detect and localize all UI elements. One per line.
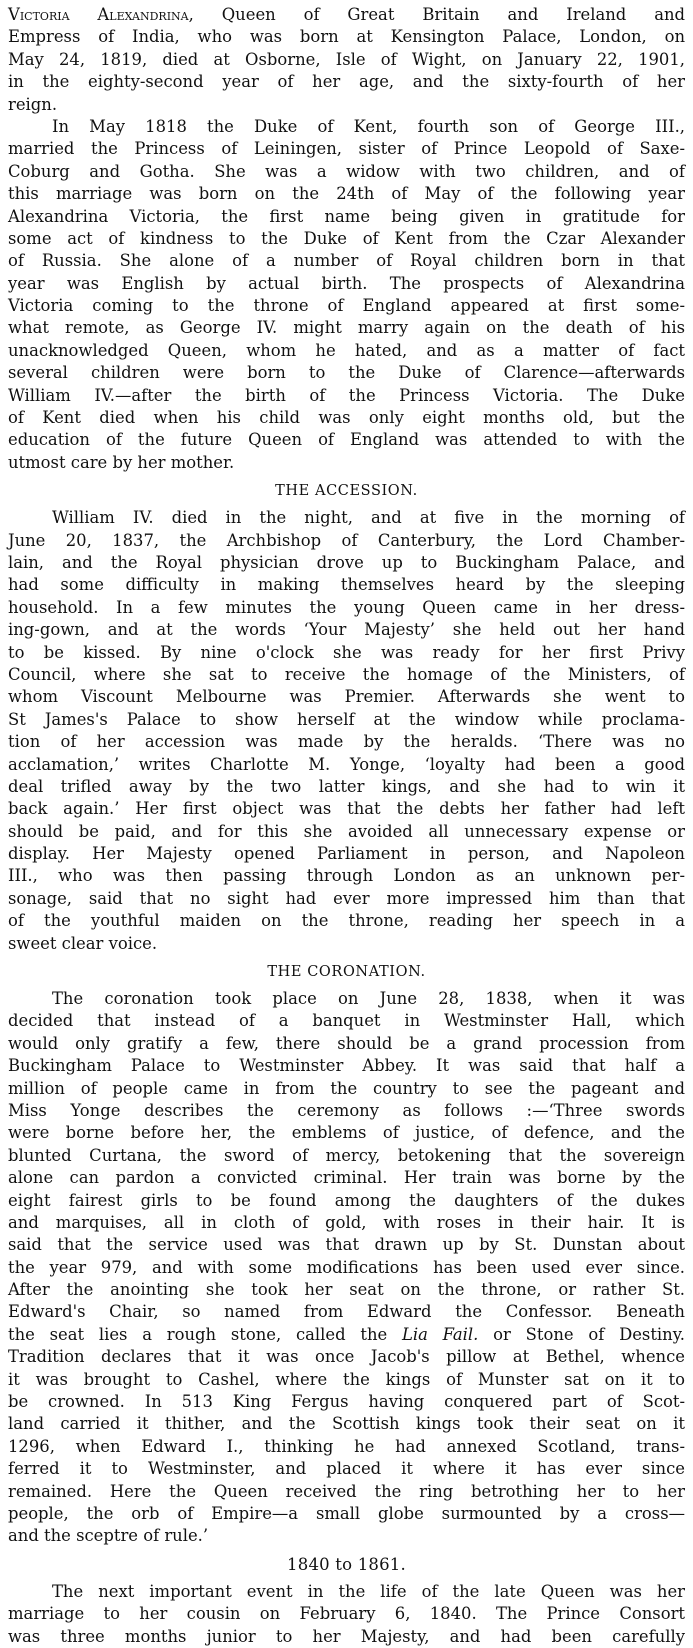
text-line: alone can pardon a convicted criminal. Her train was borne by the xyxy=(8,1168,685,1188)
text-line: decided that instead of a banquet in Westminster Hall, which xyxy=(8,1011,685,1031)
text-line: to be kissed. By nine o'clock she was ready for her first Privy xyxy=(8,642,685,662)
text-line: May 24, 1819, died at Osborne, Isle of Wight, on January 22, 1901, xyxy=(8,49,685,69)
text-line: Empress of India, who was born at Kensington Palace, London, on xyxy=(8,27,685,47)
text-line: remained. Here the Queen received the ring betrothing her to her xyxy=(8,1481,685,1501)
paragraph-coronation xyxy=(8,988,685,1548)
text-line: was three months junior to her Majesty, and had been carefully xyxy=(8,1626,685,1646)
text-line: whom Viscount Melbourne was Premier. Afterwards she went to xyxy=(8,687,685,707)
text-line: June 20, 1837, the Archbishop of Canterbury, the Lord Chamber- xyxy=(8,530,685,550)
text-line: utmost care by her mother. xyxy=(8,452,235,472)
text-line: acclamation,’ writes Charlotte M. Yonge, ‘loyalty had been a good xyxy=(8,754,685,774)
text-line: household. In a few minutes the young Queen came in her dress- xyxy=(8,597,685,617)
intro-paragraph xyxy=(8,4,685,116)
text-line: tion of her accession was made by the heralds. ‘There was no xyxy=(8,732,685,752)
text-line: reign. xyxy=(8,94,58,114)
text-line: ing-gown, and at the words ‘Your Majesty’ she held out her hand xyxy=(8,620,685,640)
text-line: some act of kindness to the Duke of Kent from the Czar Alexander xyxy=(8,228,685,248)
text-line: the seat lies a rough stone, called the Lia Fail. or Stone of Destiny. xyxy=(8,1324,685,1344)
text-line: this marriage was born on the 24th of May of the following year xyxy=(8,184,685,204)
text-line: said that the service used was that drawn up by St. Dunstan about xyxy=(8,1235,685,1255)
text-line: Miss Yonge describes the ceremony as follows :—‘Three swords xyxy=(8,1100,685,1120)
text-line: display. Her Majesty opened Parliament in person, and Napoleon xyxy=(8,844,685,864)
text-line: sweet clear voice. xyxy=(8,933,158,953)
text-line: of Russia. She alone of a number of Royal children born in that xyxy=(8,251,685,271)
text-line: married the Princess of Leiningen, sister of Prince Leopold of Saxe- xyxy=(8,139,685,159)
text-line: After the anointing she took her seat on the throne, or rather St. xyxy=(8,1280,685,1300)
text-line: of the youthful maiden on the throne, reading her speech in a xyxy=(8,911,685,931)
subject-name: Victoria Alexandrina, xyxy=(8,5,194,24)
text-line: back again.’ Her first object was that the debts her father had left xyxy=(8,799,685,819)
text-line: year was English by actual birth. The prospects of Alexandrina xyxy=(8,273,685,293)
text-line: ferred it to Westminster, and placed it where it has ever since xyxy=(8,1459,685,1479)
text-line: Victoria Alexandrina, Queen of Great Britain and Ireland and xyxy=(8,5,686,24)
text-line: eight fairest girls to be found among the daughters of the dukes xyxy=(8,1190,685,1210)
text-line: In May 1818 the Duke of Kent, fourth son of George III., xyxy=(52,116,685,136)
text-line: William IV. died in the night, and at five in the morning of xyxy=(52,508,685,528)
section-heading-1840: 1840 to 1861. xyxy=(287,1554,406,1574)
text-line: would only gratify a few, there should be a grand procession from xyxy=(8,1033,685,1053)
text-line: of Kent died when his child was only eight months old, but the xyxy=(8,408,685,428)
text-line: unacknowledged Queen, whom he hated, and as a matter of fact xyxy=(8,340,685,360)
text-line: The coronation took place on June 28, 1838, when it was xyxy=(52,989,685,1009)
text-line: III., who was then passing through London as an unknown per- xyxy=(8,866,685,886)
section-heading-accession: THE ACCESSION. xyxy=(275,483,418,500)
text-line: people, the orb of Empire—a small globe surmounted by a cross— xyxy=(8,1504,685,1523)
text-line: Victoria coming to the throne of England appeared at first some- xyxy=(8,296,685,316)
text-line: William IV.—after the birth of the Princess Victoria. The Duke xyxy=(8,385,685,405)
text-line: be crowned. In 513 King Fergus having conquered part of Scot- xyxy=(8,1392,685,1412)
text-line: and the sceptre of rule.’ xyxy=(8,1526,209,1546)
text-line: Alexandrina Victoria, the first name being given in gratitude for xyxy=(8,206,685,226)
text-line: deal trifled away by the two latter kings, and she had to win it xyxy=(8,776,685,796)
text-line: million of people came in from the country to see the pageant and xyxy=(8,1078,685,1098)
text-line: sonage, said that no sight had ever more impressed him than that xyxy=(8,888,685,908)
text-line: should be paid, and for this she avoided all unnecessary expense or xyxy=(8,821,685,841)
text-line: had some difficulty in making themselves heard by the sleeping xyxy=(8,575,685,595)
text-line: were borne before her, the emblems of justice, of defence, and the xyxy=(8,1123,685,1143)
text-line: what remote, as George IV. might marry again on the death of his xyxy=(8,318,685,338)
text-line: the year 979, and with some modifications has been used ever since. xyxy=(8,1257,685,1277)
text-line: lain, and the Royal physician drove up to Buckingham Palace, and xyxy=(8,552,685,572)
text-line: Coburg and Gotha. She was a widow with two children, and of xyxy=(8,161,685,181)
text-line: education of the future Queen of England was attended to with the xyxy=(8,430,685,450)
text-line: Edward's Chair, so named from Edward the Confessor. Beneath xyxy=(8,1302,685,1322)
text-line: Council, where she sat to receive the homage of the Ministers, of xyxy=(8,664,685,684)
paragraph-accession xyxy=(8,507,685,955)
text-line: marriage to her cousin on February 6, 1840. The Prince Consort xyxy=(8,1604,685,1624)
text-line: in the eighty-second year of her age, and the sixty-fourth of her xyxy=(8,72,685,92)
text-line: and marquises, all in cloth of gold, with roses in their hair. It is xyxy=(8,1212,685,1232)
text-line: blunted Curtana, the sword of mercy, betokening that the sovereign xyxy=(8,1145,685,1165)
text-line: The next important event in the life of the late Queen was her xyxy=(52,1581,685,1601)
paragraph-early-life xyxy=(8,116,685,474)
paragraph-marriage xyxy=(8,1581,685,1648)
text-line: it was brought to Cashel, where the kings of Munster sat on it to xyxy=(8,1369,685,1389)
text-line: 1296, when Edward I., thinking he had annexed Scotland, trans- xyxy=(8,1436,685,1456)
text-line: several children were born to the Duke of Clarence—afterwards xyxy=(8,363,685,383)
text-line: Buckingham Palace to Westminster Abbey. It was said that half a xyxy=(8,1056,685,1076)
italic-term: Lia Fail. xyxy=(401,1324,479,1344)
text-line: Tradition declares that it was once Jacob's pillow at Bethel, whence xyxy=(8,1347,685,1367)
text-line: St James's Palace to show herself at the window while proclama- xyxy=(8,709,685,729)
section-heading-coronation: THE CORONATION. xyxy=(267,964,426,981)
text-line: land carried it thither, and the Scottish kings took their seat on it xyxy=(8,1414,685,1434)
